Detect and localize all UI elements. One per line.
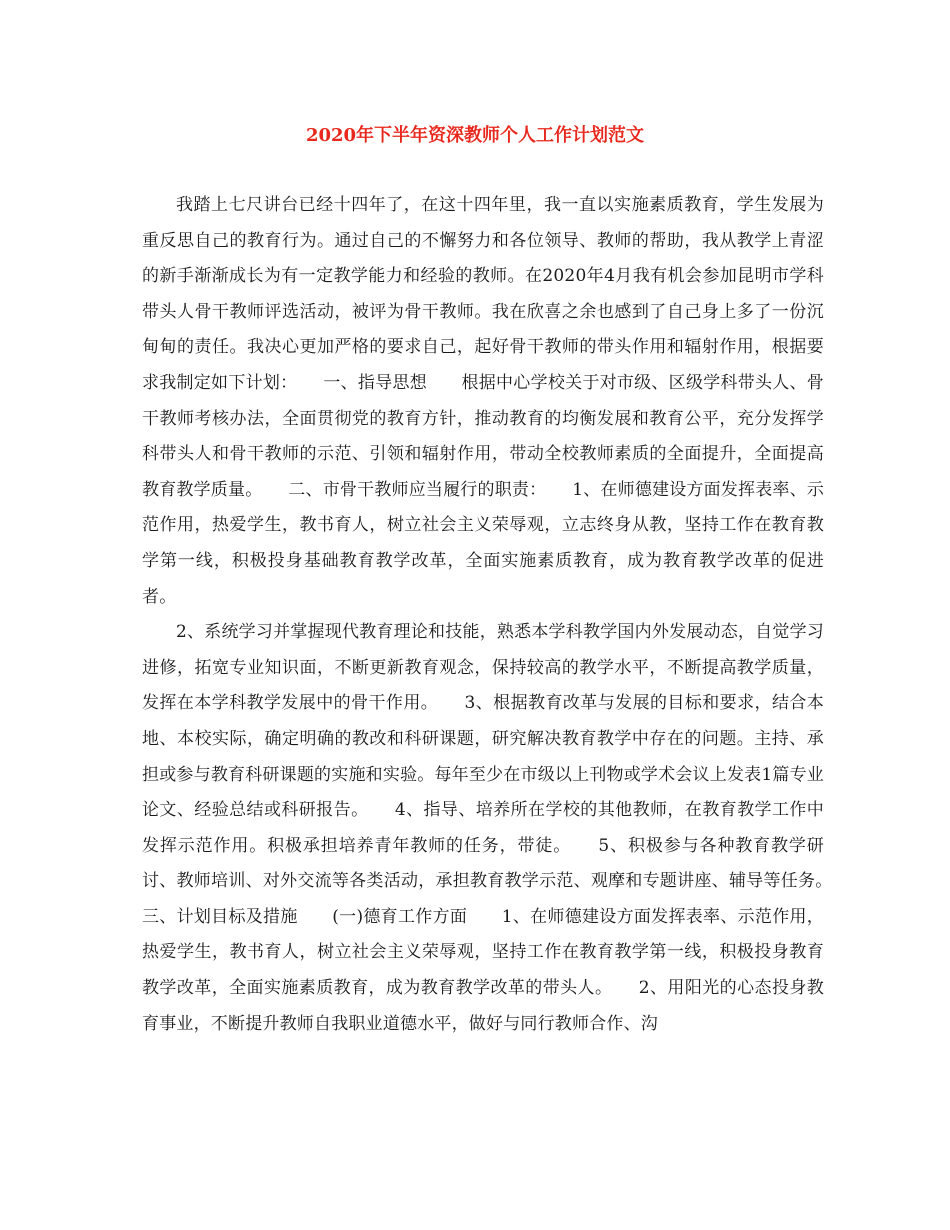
document-title: 2020年下半年资深教师个人工作计划范文 (305, 125, 645, 146)
body-paragraph: 2、系统学习并掌握现代教育理论和技能，熟悉本学科教学国内外发展动态，自觉学习进修，拓宽专业知识面，不断更新教育观念，保持较高的教学水平，不断提高教学质量，发挥在本学科教学发展中的骨干作用。 3、根据教育改革与发展的目标和要求，结合本地、本校实际，确定明确的教改和科研课题，研究解决教育教学中存在的问题。主持、承担或参与教育科研课题的实施和实验。每年至少在市级以上刊物或学术会议上发表1篇专业论文、经验总结或科研报告。 4、指导、培养所在学校的其他教师，在教育教学工作中发挥示范作用。积极承担培养青年教师的任务，带徒。 5、积极参与各种教育教学研讨、教师培训、对外交流等各类活动，承担教育教学示范、观摩和专题讲座、辅导等任务。 三、计划目标及措施 (一)德育工作方面 1、在师德建设方面发挥表率、示范作用，热爱学生，教书育人，树立社会主义荣辱观，坚持工作在教育教学第一线，积极投身教育教学改革，全面实施素质教育，成为教育教学改革的带头人。 2、用阳光的心态投身教育事业，不断提升教师自我职业道德水平，做好与同行教师合作、沟 (142, 622, 859, 1034)
document-body (142, 188, 859, 1042)
body-paragraph: 我踏上七尺讲台已经十四年了，在这十四年里，我一直以实施素质教育，学生发展为重反思自己的教育行为。通过自己的不懈努力和各位领导、教师的帮助，我从教学上青涩的新手渐渐成长为有一定教学能力和经验的教师。在2020年4月我有机会参加昆明市学科带头人骨干教师评选活动，被评为骨干教师。我在欣喜之余也感到了自己身上多了一份沉甸甸的责任。我决心更加严格的要求自己，起好骨干教师的带头作用和辐射作用，根据要求我制定如下计划： 一、指导思想 根据中心学校关于对市级、区级学科带头人、骨干教师考核办法，全面贯彻党的教育方针，推动教育的均衡发展和教育公平，充分发挥学科带头人和骨干教师的示范、引领和辐射作用，带动全校教师素质的全面提升，全面提高教育教学质量。 二、市骨干教师应当履行的职责： 1、在师德建设方面发挥表率、示范作用，热爱学生，教书育人，树立社会主义荣辱观，立志终身从教，坚持工作在教育教学第一线，积极投身基础教育教学改革，全面实施素质教育，成为教育教学改革的促进者。 (142, 195, 825, 607)
